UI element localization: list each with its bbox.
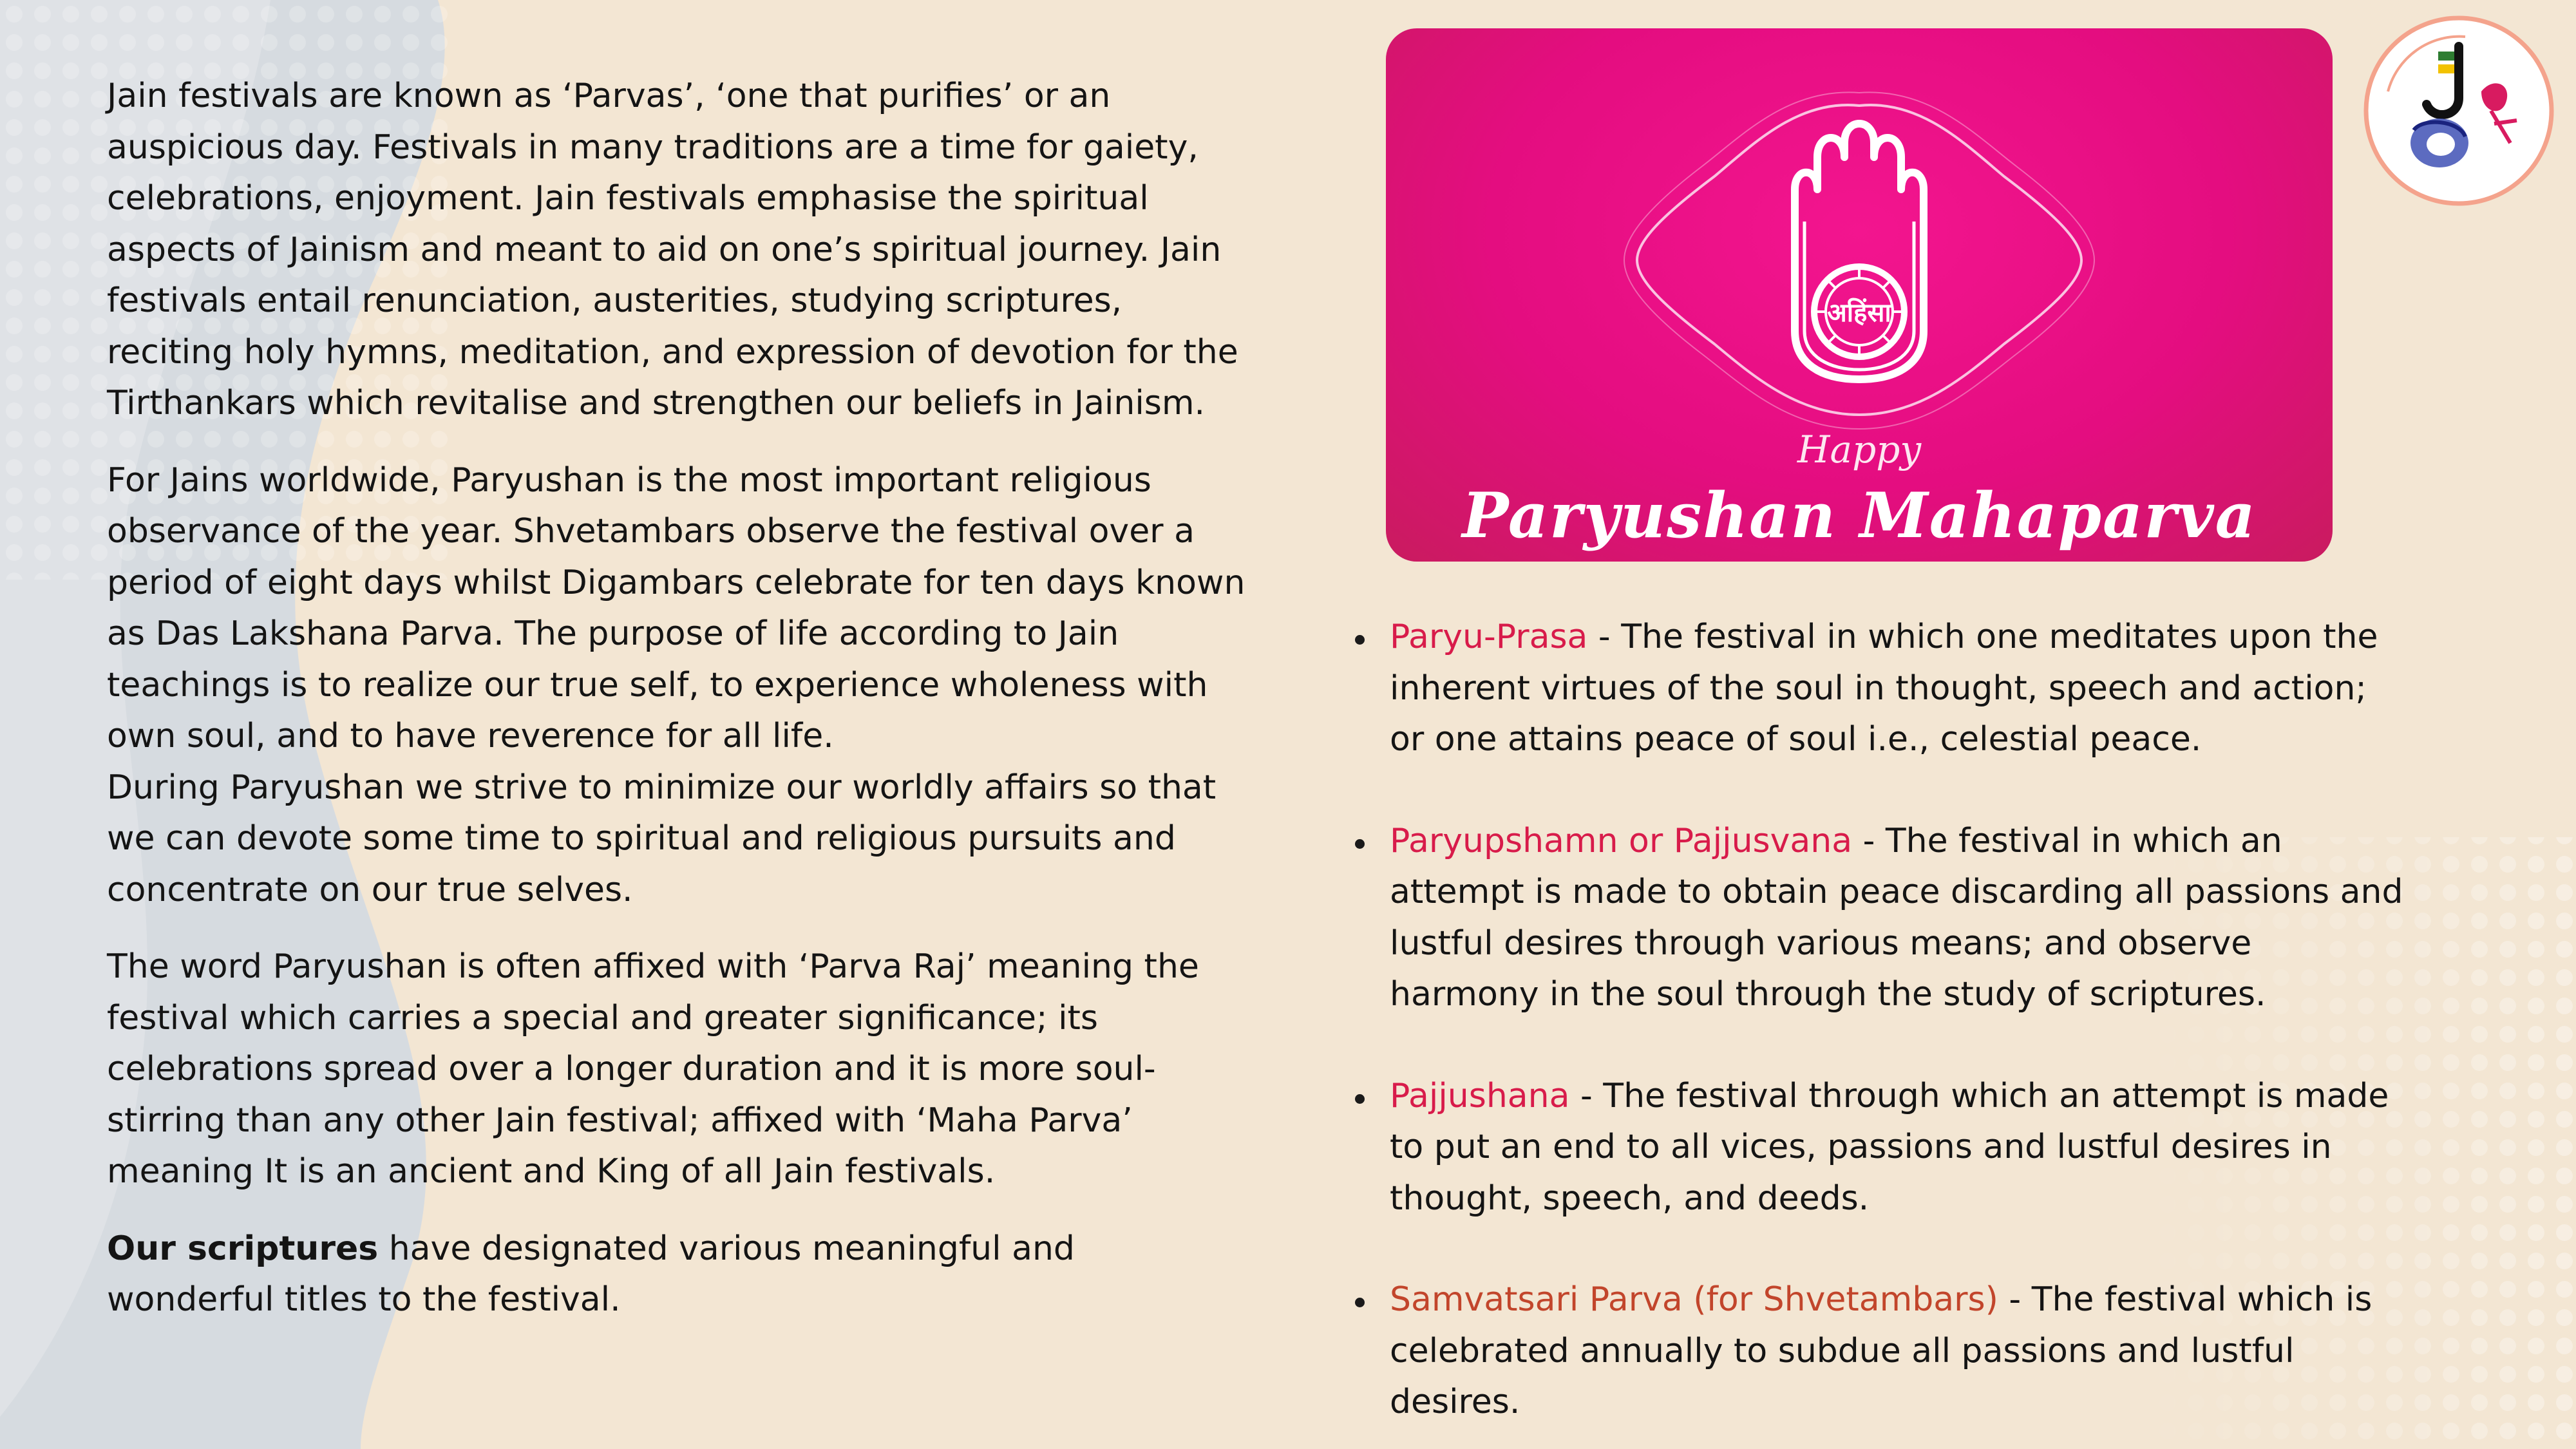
- scriptures-bold-label: Our scriptures: [107, 1229, 379, 1268]
- worldly-affairs-paragraph: During Paryushan we strive to minimize our worldly affairs so that we can devote some time to spiritual and religious pursuits and concentrate on our true selves.: [107, 768, 1217, 909]
- org-logo-icon: [2362, 14, 2555, 207]
- list-item: [1350, 1071, 2406, 1225]
- list-item: [1350, 612, 2406, 766]
- titles-list-column: [1350, 612, 2406, 1428]
- title-description: - The festival in which one meditates upon the inherent virtues of the soul in thought, speech and action; or one attains peace of soul i.e., celestial peace.: [1390, 618, 2378, 759]
- bullet-icon: [1355, 1094, 1365, 1104]
- ahimsa-emblem-text: अहिंसा: [1827, 298, 1891, 328]
- bullet-icon: [1355, 1298, 1365, 1307]
- bullet-icon: [1355, 839, 1365, 849]
- title-term: Samvatsari Parva (for Shvetambars): [1390, 1280, 1998, 1319]
- intro-paragraph: Jain festivals are known as ‘Parvas’, ‘one that purifies’ or an auspicious day. Festivals in many traditions are a time for gaiety, celebrations, enjoyment. Jain festivals emphasise the spiritual aspects of Jainism and meant to aid on one’s spiritual journey. Jain festivals entail renunciation, austerities, studying scriptures, reciting holy hymns, meditation, and expression of devotion for the Tirthankars which revitalise and strengthen our beliefs in Jainism.: [107, 77, 1238, 422]
- title-term: Pajjushana: [1390, 1076, 1570, 1115]
- title-term: Paryupshamn or Pajjusvana: [1390, 821, 1853, 860]
- paryushan-banner: [1386, 28, 2333, 562]
- list-item: [1350, 816, 2406, 1021]
- scriptures-paragraph: [107, 1224, 1247, 1326]
- list-item: [1350, 1274, 2406, 1428]
- banner-happy-text: Happy: [1797, 428, 1922, 471]
- title-description: - The festival in which an attempt is made to obtain peace discarding all passions and lustful desires through various means; and observe harmony in the soul through the study of scriptures.: [1390, 821, 2403, 1014]
- bullet-icon: [1355, 635, 1365, 645]
- title-description: - The festival through which an attempt is made to put an end to all vices, passions and lustful desires in thought, speech, and deeds.: [1390, 1076, 2389, 1218]
- scriptures-text: have designated various meaningful and wonderful titles to the festival.: [107, 1229, 1075, 1319]
- banner-title: Paryushan Mahaparva: [1462, 479, 2257, 552]
- title-description: - The festival which is celebrated annually to subdue all passions and lustful desires.: [1390, 1280, 2372, 1421]
- intro-text-column: [107, 71, 1247, 1352]
- festival-titles-list: [1350, 612, 2406, 1428]
- parva-raj-paragraph: The word Paryushan is often affixed with ‘Parva Raj’ meaning the festival which carries a special and greater significance; its celebrations spread over a longer duration and it is more soul-stirring than any other Jain festival; affixed with ‘Maha Parva’ meaning It is an ancient and King of all Jain festivals.: [107, 947, 1199, 1191]
- paryushan-paragraph: For Jains worldwide, Paryushan is the most important religious observance of the year. Shvetambars observe the festival over a period of eight days whilst Digambars celebrate for ten days known as Das Lakshana Parva. The purpose of life according to Jain teachings is to realize our true self, to experience wholeness with own soul, and to have reverence for all life.: [107, 460, 1245, 755]
- title-term: Paryu-Prasa: [1390, 618, 1588, 656]
